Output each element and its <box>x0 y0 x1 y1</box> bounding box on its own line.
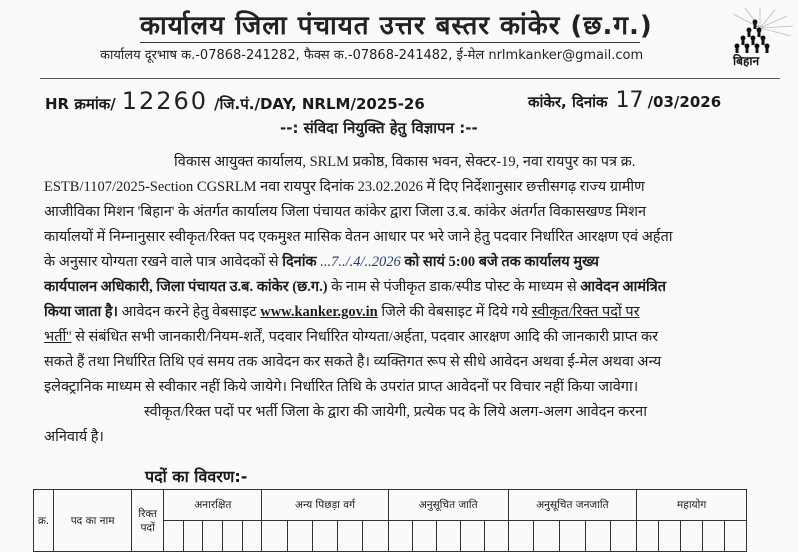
subheader-cell <box>242 521 262 552</box>
subheader-cell <box>637 521 659 552</box>
subheader-cell <box>412 521 436 552</box>
subheader-cell <box>484 521 508 552</box>
subheader-cell <box>534 521 560 552</box>
post-name-column-header: पद का नाम <box>54 490 132 552</box>
table-edge <box>747 490 767 552</box>
subheader-cell <box>725 521 747 552</box>
grand-total-header: महायोग <box>637 490 747 521</box>
office-title: कार्यालय जिला पंचायत उत्तर बस्तर कांकेर (छ.ग.) <box>140 11 653 41</box>
body-line-4: कार्यालयों में निम्नानुसार स्वीकृत/रिक्त पद एकमुश्त मासिक वेतन आधार पर भरे जाने हेतु पदवार निर्धारित आरक्षण एवं अर्हता <box>44 229 673 245</box>
title-underline <box>140 42 640 43</box>
last-date-label: दिनांक <box>282 254 317 270</box>
body-text-segment: किया जाता है। <box>44 304 119 320</box>
bihan-logo <box>725 8 795 70</box>
reference-number: 12260 <box>121 87 209 115</box>
body-line-12: अनिवार्य है। <box>44 429 104 445</box>
deadline-time-text: को सायं 5:00 बजे तक कार्यालय मुख्य <box>404 254 599 270</box>
subheader-cell <box>508 521 534 552</box>
subheader-cell <box>223 521 243 552</box>
subheader-cell <box>460 521 484 552</box>
body-text-segment: आवेदन करने हेतु वेबसाइट <box>121 304 257 320</box>
reference-number-line <box>45 88 425 117</box>
notice-body <box>44 150 779 450</box>
subheader-cell <box>611 521 637 552</box>
posts-details-table <box>33 489 767 552</box>
subheader-cell <box>338 521 363 552</box>
body-line-3: आजीविका मिशन 'बिहान' के अंतर्गत कार्यालय जिला पंचायत कांकेर द्वारा जिला उ.ब. कांकेर अंतर्गत विकासखण्ड मिशन <box>44 204 647 220</box>
subheader-cell <box>203 521 223 552</box>
addressee-text: कार्यपालन अधिकारी, जिला पंचायत उ.ब. कांकेर (छ.ग.) <box>44 279 328 295</box>
website-link[interactable]: www.kanker.gov.in <box>260 304 378 320</box>
subheader-cell <box>659 521 681 552</box>
sc-header: अनुसूचित जाति <box>388 490 508 521</box>
subheader-cell <box>287 521 312 552</box>
office-contact-line: कार्यालय दूरभाष क.-07868-241282, फैक्स क.-07868-241482, ई-मेल nrlmkanker@gmail.com <box>100 48 644 63</box>
applications-invited-text: आवेदन आमंत्रित <box>580 279 667 295</box>
body-text-segment: के नाम से पंजीकृत डाक/स्पीड पोस्ट के माध्यम से <box>331 279 577 295</box>
body-line-11: स्वीकृत/रिक्त पदों पर भर्ती जिला के द्वारा की जायेगी, प्रत्येक पद के लिये अलग-अलग आवेदन करना <box>144 404 647 420</box>
body-text-segment: से संबंधित सभी जानकारी/नियम-शर्तें, पदवार निर्धारित योग्यता/अर्हता, पदवार आरक्षण आदि की जानकारी प्राप्त कर <box>75 329 659 345</box>
vacancy-recruitment-link-text: स्वीकृत/रिक्त पदों पर <box>531 304 640 320</box>
place-date-label: कांकेर, दिनांक <box>528 93 608 111</box>
header-divider <box>40 78 780 79</box>
subheader-cell <box>703 521 725 552</box>
body-line-1: विकास आयुक्त कार्यालय, SRLM प्रकोष्ठ, विकास भवन, सेक्टर-19, नवा रायपुर का पत्र क्र. <box>174 154 636 170</box>
body-text-segment: जिले की वेबसाइट में दिये गये <box>381 304 529 320</box>
body-line-9: सकते हैं तथा निर्धारित तिथि एवं समय तक आवेदन कर सकते है। व्यक्तिगत रूप से सीधे आवेदन अथवा ई-मेल अथवा अन्य <box>44 354 662 370</box>
body-line-10: इलेक्ट्रानिक माध्यम से स्वीकार नहीं किये जायेगे। निर्धारित तिथि के उपरांत प्राप्त आवेदनों पर विचार नहीं किया जावेगा। <box>44 379 639 395</box>
subheader-cell <box>388 521 412 552</box>
subheader-cell <box>681 521 703 552</box>
body-line-7 <box>44 300 779 325</box>
body-line-6 <box>44 275 779 300</box>
subheader-cell <box>183 521 203 552</box>
date-month-year: /03/2026 <box>647 93 722 111</box>
subheader-cell <box>312 521 337 552</box>
subheader-cell <box>164 521 184 552</box>
recruitment-link-text: भर्ती'' <box>44 329 72 345</box>
body-line-8 <box>44 325 779 350</box>
subheader-cell <box>363 521 388 552</box>
st-header: अनुसूचित जनजाति <box>508 490 636 521</box>
notice-subject: --: संविदा नियुक्ति हेतु विज्ञापन :-- <box>280 119 478 137</box>
subheader-cell <box>436 521 460 552</box>
vacant-posts-column-header: रिक्त पदों <box>132 490 164 552</box>
people-pyramid-sunrise-icon <box>725 8 795 54</box>
place-date-line <box>528 88 721 115</box>
posts-table-title: पदों का विवरण:- <box>145 467 248 486</box>
body-line-5 <box>44 250 779 275</box>
body-text-segment: के अनुसार योग्यता रखने वाले पात्र आवेदकों से <box>44 254 279 270</box>
reference-suffix: /जि.पं./DAY, NRLM/2025-26 <box>214 95 425 113</box>
body-line-2: ESTB/1107/2025-Section CGSRLM नवा रायपुर दिनांक 23.02.2026 में दिए निर्देशानुसार छत्तीसगढ़ राज्य ग्रामीण <box>44 179 645 195</box>
obc-header: अन्य पिछड़ा वर्ग <box>262 490 388 521</box>
logo-label: बिहान <box>733 54 760 68</box>
subheader-cell <box>262 521 287 552</box>
subheader-cell <box>585 521 611 552</box>
serial-column-header: क्र. <box>34 490 54 552</box>
reference-prefix: HR क्रमांक/ <box>45 95 116 113</box>
date-day: 17 <box>615 88 644 113</box>
unreserved-header: अनारक्षित <box>164 490 262 521</box>
subheader-cell <box>560 521 586 552</box>
last-date-handwritten: ...7../.4/..2026 <box>320 254 401 270</box>
